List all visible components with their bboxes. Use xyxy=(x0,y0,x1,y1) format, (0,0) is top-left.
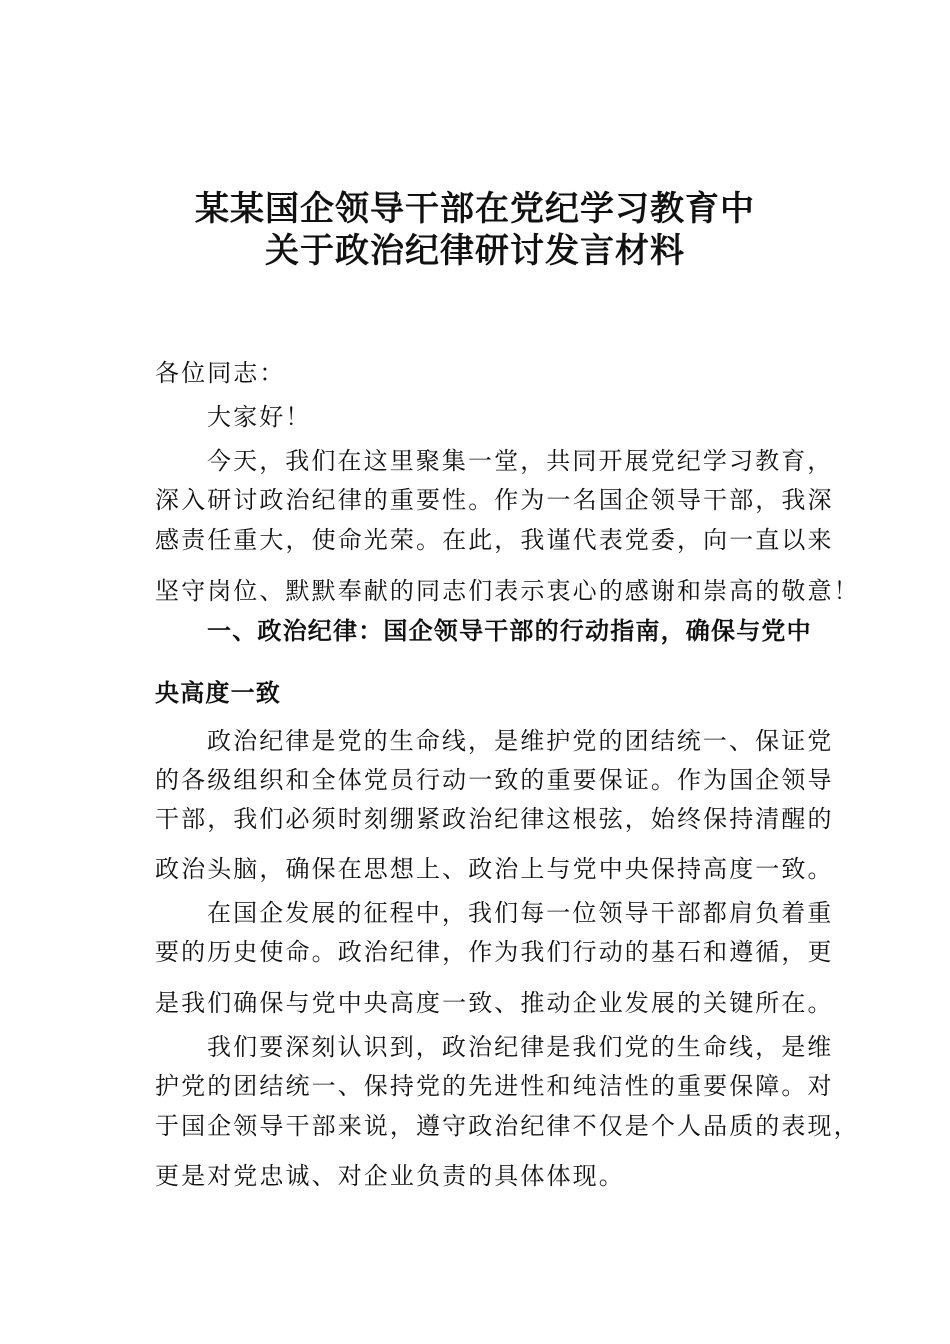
document-title-line-2: 关于政治纪律研讨发言材料 xyxy=(265,231,685,271)
paragraph-line: 在国企发展的征程中，我们每一位领导干部都肩负着重 xyxy=(207,899,834,927)
paragraph-line: 护党的团结统一、保持党的先进性和纯洁性的重要保障。对 xyxy=(155,1072,834,1100)
paragraph-line: 要的历史使命。政治纪律，作为我们行动的基石和遵循，更 xyxy=(155,938,834,966)
section-heading-line: 一、政治纪律：国企领导干部的行动指南，确保与党中 xyxy=(207,617,812,645)
paragraph-line: 坚守岗位、默默奉献的同志们表示衷心的感谢和崇高的敬意！ xyxy=(155,577,860,605)
paragraph-line: 深入研讨政治纪律的重要性。作为一名国企领导干部，我深 xyxy=(155,486,834,514)
paragraph-line: 的各级组织和全体党员行动一致的重要保证。作为国企领导 xyxy=(155,766,834,794)
paragraph-line: 是我们确保与党中央高度一致、推动企业发展的关键所在。 xyxy=(155,989,834,1017)
paragraph-line: 政治纪律是党的生命线，是维护党的团结统一、保证党 xyxy=(207,727,834,755)
salutation: 各位同志： xyxy=(155,359,286,387)
paragraph-line: 于国企领导干部来说，遵守政治纪律不仅是个人品质的表现， xyxy=(155,1112,860,1140)
paragraph-line: 今天，我们在这里聚集一堂，共同开展党纪学习教育， xyxy=(207,447,834,475)
document-title-line-1: 某某国企领导干部在党纪学习教育中 xyxy=(195,189,755,229)
paragraph-line: 我们要深刻认识到，政治纪律是我们党的生命线，是维 xyxy=(207,1033,834,1061)
paragraph-line: 政治头脑，确保在思想上、政治上与党中央保持高度一致。 xyxy=(155,855,834,883)
paragraph-line: 干部，我们必须时刻绷紧政治纪律这根弦，始终保持清醒的 xyxy=(155,805,834,833)
paragraph-line: 感责任重大，使命光荣。在此，我谨代表党委，向一直以来 xyxy=(155,526,834,554)
section-heading-line: 央高度一致 xyxy=(155,679,281,707)
paragraph-line: 更是对党忠诚、对企业负责的具体体现。 xyxy=(155,1162,625,1190)
greeting: 大家好！ xyxy=(207,403,312,431)
